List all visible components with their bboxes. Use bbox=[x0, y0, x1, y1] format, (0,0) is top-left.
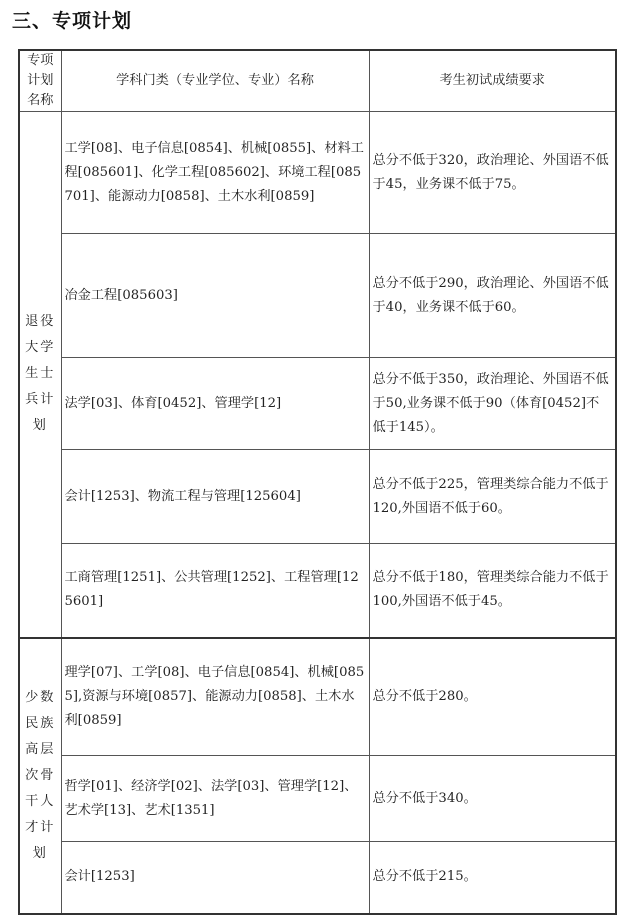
requirement-cell: 总分不低于215。 bbox=[369, 842, 616, 914]
table-row bbox=[19, 756, 616, 842]
header-requirements: 考生初试成绩要求 bbox=[369, 50, 616, 112]
table-row bbox=[19, 638, 616, 756]
requirement-cell: 总分不低于340。 bbox=[369, 756, 616, 842]
subjects-cell: 理学[07]、工学[08]、电子信息[0854]、机械[0855],资源与环境[0857]、能源动力[0858]、土木水利[0859] bbox=[61, 638, 369, 756]
table-row bbox=[19, 112, 616, 234]
plan-name-minority: 少数民族高层次骨干人才计划 bbox=[19, 638, 61, 914]
header-plan-name: 专项计划名称 bbox=[19, 50, 61, 112]
subjects-cell: 会计[1253]、物流工程与管理[125604] bbox=[61, 450, 369, 544]
subjects-cell: 法学[03]、体育[0452]、管理学[12] bbox=[61, 358, 369, 450]
table-row bbox=[19, 234, 616, 358]
table-row bbox=[19, 358, 616, 450]
table-row bbox=[19, 842, 616, 914]
section-title: 三、专项计划 bbox=[12, 10, 133, 32]
subjects-cell: 工学[08]、电子信息[0854]、机械[0855]、材料工程[085601]、化学工程[085602]、环境工程[085701]、能源动力[0858]、土木水利[0859] bbox=[61, 112, 369, 234]
requirement-cell: 总分不低于350，政治理论、外国语不低于50,业务课不低于90（体育[0452]不低于145）。 bbox=[369, 358, 616, 450]
special-plan-table bbox=[18, 49, 617, 915]
table-header-row bbox=[19, 50, 616, 112]
subjects-cell: 会计[1253] bbox=[61, 842, 369, 914]
subjects-cell: 冶金工程[085603] bbox=[61, 234, 369, 358]
subjects-cell: 工商管理[1251]、公共管理[1252]、工程管理[125601] bbox=[61, 544, 369, 638]
requirement-cell: 总分不低于180，管理类综合能力不低于100,外国语不低于45。 bbox=[369, 544, 616, 638]
table-row bbox=[19, 544, 616, 638]
requirement-cell: 总分不低于290，政治理论、外国语不低于40，业务课不低于60。 bbox=[369, 234, 616, 358]
table-row bbox=[19, 450, 616, 544]
requirement-cell: 总分不低于320，政治理论、外国语不低于45，业务课不低于75。 bbox=[369, 112, 616, 234]
plan-name-veterans: 退役大学生士兵计划 bbox=[19, 112, 61, 638]
subjects-cell: 哲学[01]、经济学[02]、法学[03]、管理学[12]、艺术学[13]、艺术[1351] bbox=[61, 756, 369, 842]
header-subjects: 学科门类（专业学位、专业）名称 bbox=[61, 50, 369, 112]
requirement-cell: 总分不低于225，管理类综合能力不低于120,外国语不低于60。 bbox=[369, 450, 616, 544]
requirement-cell: 总分不低于280。 bbox=[369, 638, 616, 756]
